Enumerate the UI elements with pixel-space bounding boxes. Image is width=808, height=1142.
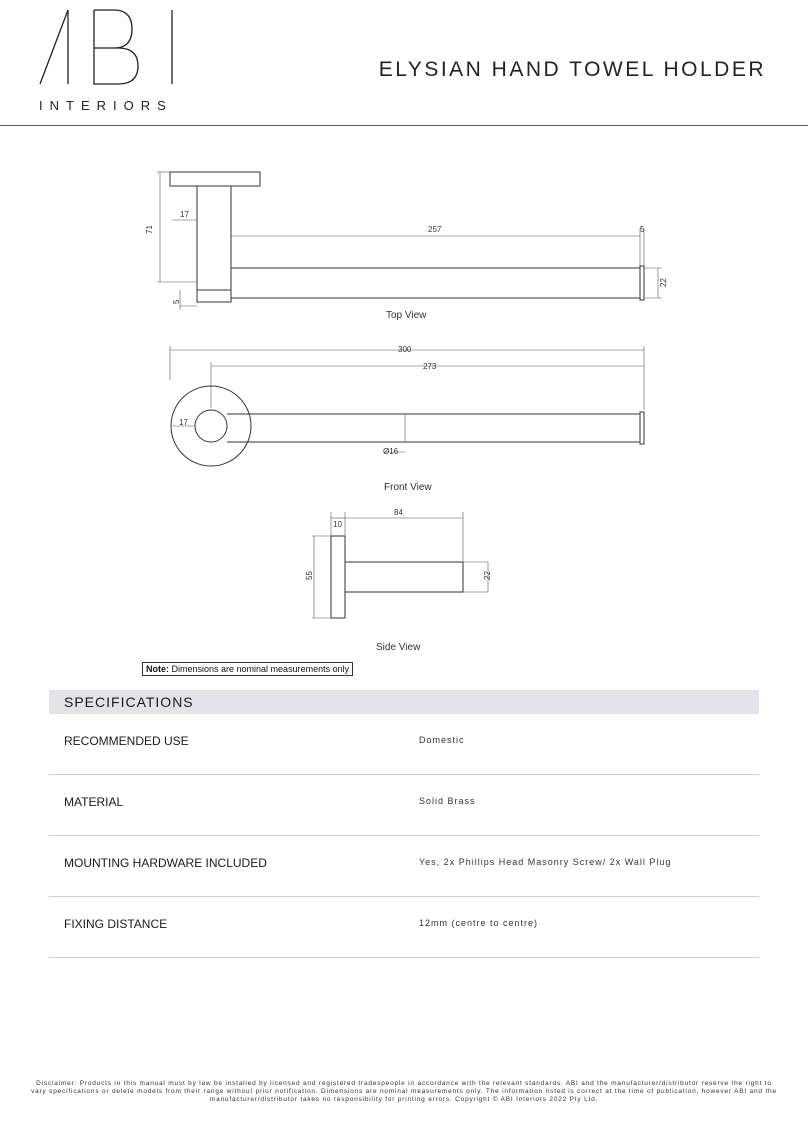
- dim-top-22: 22: [659, 278, 668, 287]
- dimensions-note: [142, 662, 353, 676]
- dim-front-17: 17: [179, 418, 188, 427]
- spec-row: [49, 713, 759, 775]
- dim-side-84: 84: [394, 508, 403, 517]
- note-text: Dimensions are nominal measurements only: [171, 664, 350, 674]
- dim-front-300: 300: [398, 345, 412, 354]
- spec-key: MOUNTING HARDWARE INCLUDED: [64, 856, 267, 870]
- spec-value: 12mm (centre to centre): [419, 918, 539, 928]
- technical-drawing: [140, 160, 680, 640]
- page-header: [0, 0, 808, 126]
- specifications-title: SPECIFICATIONS: [64, 694, 194, 710]
- spec-value: Yes, 2x Phillips Head Masonry Screw/ 2x Wall Plug: [419, 857, 672, 867]
- label-side-view: Side View: [376, 642, 421, 653]
- dim-top-5-bottom: 5: [172, 299, 181, 304]
- dim-top-71: 71: [145, 225, 154, 234]
- dim-front-diameter: Ø16: [383, 447, 399, 456]
- abi-logo: [38, 8, 178, 88]
- dim-side-22: 22: [483, 571, 492, 580]
- specifications-heading: [49, 690, 759, 714]
- page-title: ELYSIAN HAND TOWEL HOLDER: [378, 58, 766, 81]
- spec-key: MATERIAL: [64, 795, 124, 809]
- spec-key: RECOMMENDED USE: [64, 734, 189, 748]
- spec-key: FIXING DISTANCE: [64, 917, 168, 931]
- dim-front-273: 273: [423, 362, 437, 371]
- label-front-view: Front View: [384, 482, 432, 493]
- dim-side-55: 55: [305, 571, 314, 580]
- brand-subtitle: INTERIORS: [39, 98, 173, 113]
- spec-row: [49, 774, 759, 836]
- label-top-view: Top View: [386, 310, 427, 321]
- dim-top-257: 257: [428, 225, 442, 234]
- note-prefix: Note:: [146, 664, 169, 674]
- dim-top-5-right: 5: [640, 225, 645, 234]
- disclaimer: Disclaimer: Products in this manual must by law be installed by licensed and registered tradespeople in accordance with the relevant standards. ABI and the manufacturer/distributor reserve the right to vary specifications or delete models from their range without prior notification. Dimensions are nominal measurements only. The information listed is correct at the time of publication, however ABI and the manufacturer/distributor takes no responsibility for printing errors. Copyright © ABI Interiors 2022 Pty Ltd.: [31, 1080, 777, 1103]
- spec-row: [49, 896, 759, 958]
- header-divider: [0, 125, 808, 126]
- dim-side-10: 10: [333, 520, 342, 529]
- spec-value: Solid Brass: [419, 796, 476, 806]
- spec-row: [49, 835, 759, 897]
- spec-value: Domestic: [419, 735, 465, 745]
- dim-top-17: 17: [180, 210, 189, 219]
